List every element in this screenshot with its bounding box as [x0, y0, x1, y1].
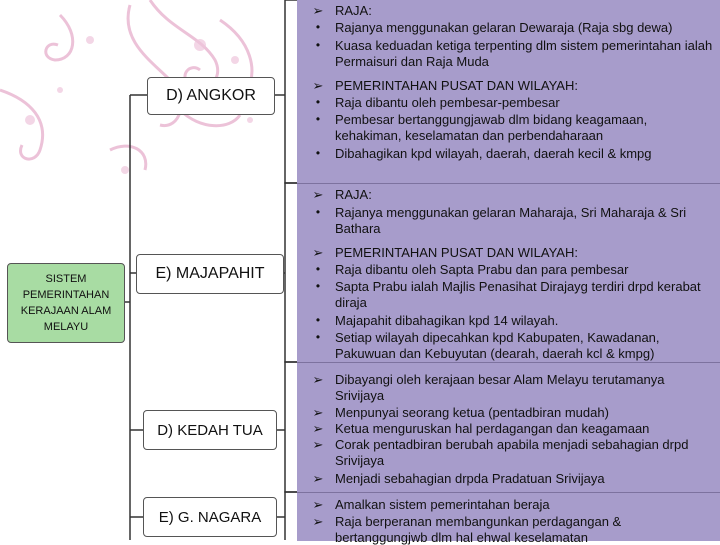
item-text: Rajanya menggunakan gelaran Dewaraja (Raja sbg dewa) — [335, 20, 673, 35]
branch-label: E) MAJAPAHIT — [155, 265, 265, 282]
panel-majapahit — [297, 183, 720, 364]
bracket-gnagara — [276, 492, 297, 540]
panel-item — [312, 437, 716, 468]
bracket-angkor — [275, 0, 297, 183]
bracket-majapahit — [283, 183, 297, 362]
item-text: RAJA: — [335, 187, 372, 202]
item-text: Rajanya menggunakan gelaran Maharaja, Sri Maharaja & Sri Bathara — [335, 205, 687, 236]
arrow-bullet-icon: ➢ — [312, 497, 324, 512]
arrow-bullet-icon: ➢ — [312, 514, 324, 529]
item-text: Raja dibantu oleh Sapta Prabu dan para pembesar — [335, 262, 629, 277]
panel-item — [312, 514, 716, 545]
item-text: Menpunyai seorang ketua (pentadbiran mudah) — [335, 405, 609, 420]
panel-item — [315, 146, 716, 162]
panel-item — [312, 405, 716, 421]
panel-item — [315, 330, 716, 361]
arrow-bullet-icon: ➢ — [312, 437, 324, 452]
panel-item — [315, 95, 716, 111]
item-text: PEMERINTAHAN PUSAT DAN WILAYAH: — [335, 245, 578, 260]
branch-label: D) ANGKOR — [166, 87, 256, 104]
item-text: RAJA: — [335, 3, 372, 18]
branch-label: E) G. NAGARA — [158, 508, 262, 526]
panel-item — [312, 421, 716, 437]
bullet-icon: • — [315, 330, 321, 344]
arrow-bullet-icon: ➢ — [312, 187, 324, 202]
item-text: Majapahit dibahagikan kpd 14 wilayah. — [335, 313, 559, 328]
bracket-kedah — [276, 362, 297, 492]
root-label: SISTEM PEMERINTAHAN KERAJAAN ALAM MELAYU — [20, 273, 112, 333]
panel-item — [315, 38, 716, 69]
panel-item — [315, 205, 716, 236]
item-text: Kuasa keduadan ketiga terpenting dlm sistem pemerintahan ialah Permaisuri dan Raja Muda — [335, 38, 713, 69]
arrow-bullet-icon: ➢ — [312, 471, 324, 486]
panel-item — [312, 3, 716, 19]
branch-node-kedah-tua — [143, 410, 277, 450]
panel-item — [315, 279, 716, 310]
panel-item — [312, 78, 716, 94]
bullet-icon: • — [315, 95, 321, 109]
item-text: Raja berperanan membangunkan perdagangan & bertanggungjwb dlm hal ehwal keselamatan — [335, 514, 622, 545]
bullet-icon: • — [315, 112, 321, 126]
panel-kedah-tua — [297, 362, 720, 494]
item-text: Amalkan sistem pemerintahan beraja — [335, 497, 550, 512]
arrow-bullet-icon: ➢ — [312, 421, 324, 436]
panel-angkor — [297, 0, 720, 184]
branch-node-g-nagara — [143, 497, 277, 537]
bullet-icon: • — [315, 313, 321, 327]
arrow-bullet-icon: ➢ — [312, 405, 324, 420]
bullet-icon: • — [315, 262, 321, 276]
arrow-bullet-icon: ➢ — [312, 78, 324, 93]
bullet-icon: • — [315, 20, 321, 34]
bullet-icon: • — [315, 146, 321, 160]
panel-item — [315, 262, 716, 278]
item-text: Ketua menguruskan hal perdagangan dan keagamaan — [335, 421, 650, 436]
item-text: Raja dibantu oleh pembesar-pembesar — [335, 95, 560, 110]
panel-item — [315, 112, 716, 143]
arrow-bullet-icon: ➢ — [312, 245, 324, 260]
branch-label: D) KEDAH TUA — [157, 421, 263, 439]
item-text: Dibayangi oleh kerajaan besar Alam Melayu terutamanya Srivijaya — [335, 372, 665, 403]
item-text: Setiap wilayah dipecahkan kpd Kabupaten, Kawadanan, Pakuwuan dan Kebuyutan (dearah, daerah kcl & kmpg) — [335, 330, 660, 361]
branch-node-majapahit — [136, 254, 284, 294]
item-text: Corak pentadbiran berubah apabila menjadi sebahagian drpd Srivijaya — [335, 437, 689, 468]
arrow-bullet-icon: ➢ — [312, 372, 324, 387]
root-node — [7, 263, 125, 343]
arrow-bullet-icon: ➢ — [312, 3, 324, 18]
bullet-icon: • — [315, 205, 321, 219]
panel-item — [315, 20, 716, 36]
bullet-icon: • — [315, 38, 321, 52]
item-text: Pembesar bertanggungjawab dlm bidang keagamaan, kehakiman, keselamatan dan perbendaharaan — [335, 112, 648, 143]
panel-g-nagara — [297, 492, 720, 545]
panel-item — [312, 187, 716, 203]
panel-item — [312, 372, 716, 403]
bullet-icon: • — [315, 279, 321, 293]
panel-item — [312, 471, 716, 487]
item-text: Dibahagikan kpd wilayah, daerah, daerah kecil & kmpg — [335, 146, 652, 161]
item-text: Sapta Prabu ialah Majlis Penasihat Dirajayg terdiri drpd kerabat diraja — [335, 279, 701, 310]
item-text: PEMERINTAHAN PUSAT DAN WILAYAH: — [335, 78, 578, 93]
branch-node-angkor — [147, 77, 275, 115]
panel-item — [312, 497, 716, 513]
panel-item — [315, 313, 716, 329]
panel-item — [312, 245, 716, 261]
item-text: Menjadi sebahagian drpda Pradatuan Srivijaya — [335, 471, 605, 486]
